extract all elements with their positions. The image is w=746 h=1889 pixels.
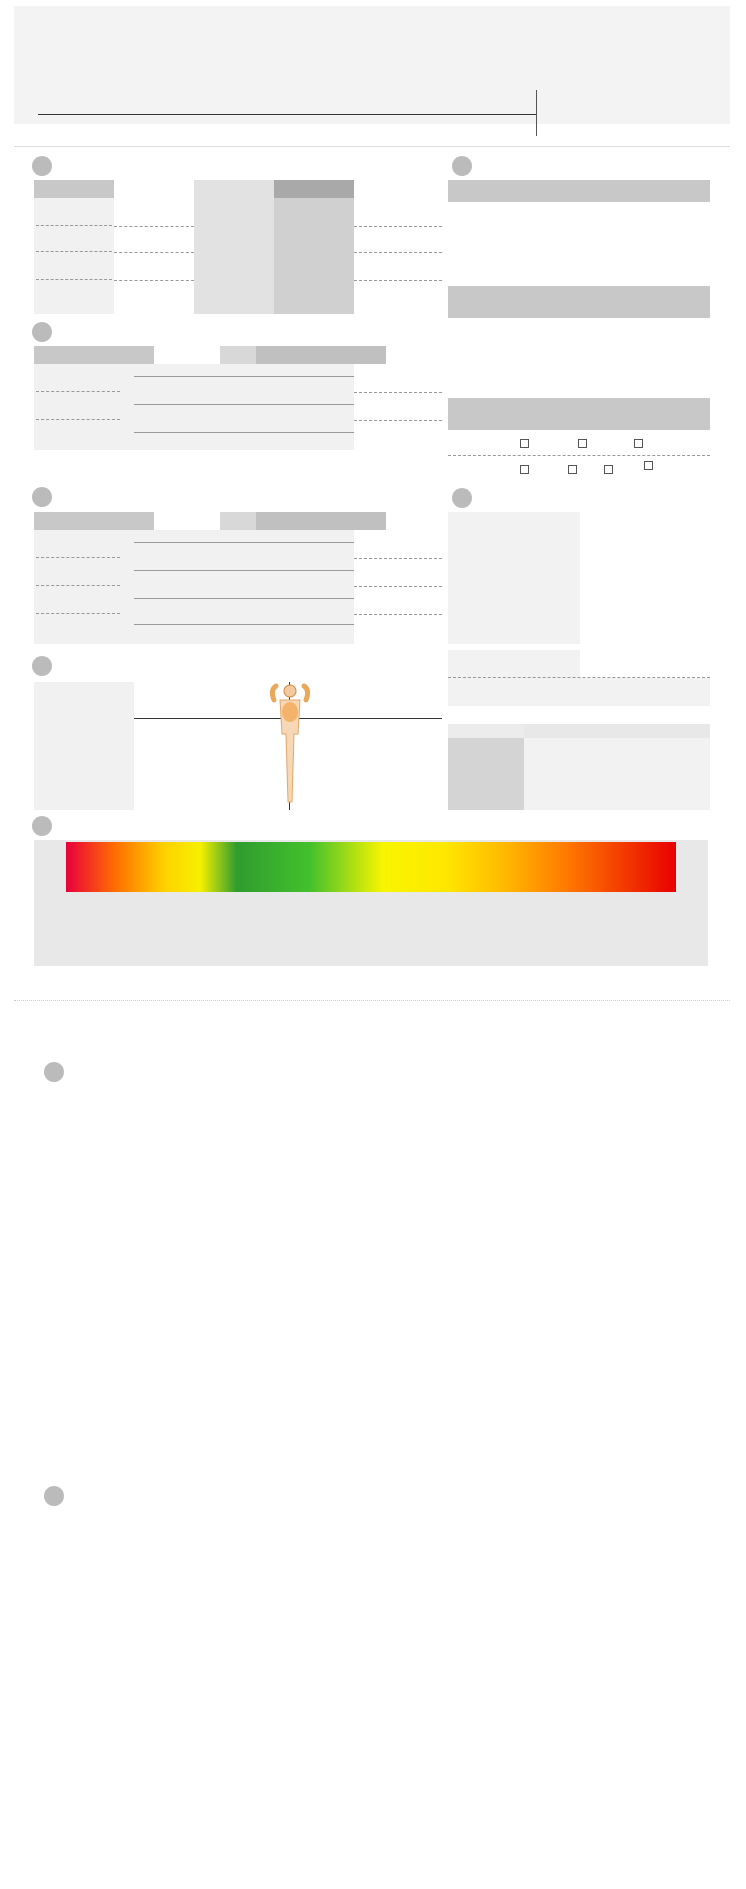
s3-ruler-3: [134, 598, 354, 599]
bmi-under-checkbox[interactable]: [578, 439, 587, 448]
s3-ruler-1: [134, 542, 354, 543]
s1-row-salt: [36, 264, 112, 280]
header-underline: [38, 114, 536, 115]
health-assessment-panel: [448, 650, 710, 706]
exercise-grid: [74, 1128, 670, 1418]
s3-ruler-4: [134, 624, 354, 625]
nutrition-title: [448, 180, 710, 202]
obesity-assessment-title: [448, 398, 710, 430]
section-5-panel: [34, 840, 708, 966]
header-divider: [536, 90, 537, 136]
pbf-severe-checkbox[interactable]: [644, 461, 653, 470]
s3-row-whr: [36, 598, 120, 614]
s2-ruler-2: [134, 404, 354, 405]
section-8-badge: [44, 1062, 64, 1082]
section-3-badge: [32, 487, 52, 507]
top-divider: [14, 146, 730, 147]
section-6-panel: [448, 180, 710, 478]
food-table: [74, 1541, 670, 1877]
pbf-row: [448, 456, 710, 480]
section-6-badge: [452, 156, 472, 176]
s3-row-moisture: [36, 624, 120, 640]
section-3-table: [34, 512, 442, 644]
s3-ruler-2: [134, 570, 354, 571]
section-2-badge: [32, 322, 52, 342]
weight-assessment-title: [448, 286, 710, 318]
history-panel: [448, 724, 710, 810]
section-4-panel: [34, 682, 442, 810]
section-1-table: [34, 180, 442, 314]
section-7-badge: [452, 488, 472, 508]
section-4-badge: [32, 656, 52, 676]
bmi-excessive-checkbox[interactable]: [634, 439, 643, 448]
body-figures: [66, 898, 676, 964]
section-9-badge: [44, 1486, 64, 1506]
body-figure-icon: [264, 682, 316, 810]
pbf-normal-checkbox[interactable]: [520, 465, 529, 474]
bmi-normal-checkbox[interactable]: [520, 439, 529, 448]
s1-row-protein: [36, 236, 112, 252]
s3-row-bmi: [36, 542, 120, 558]
s2-row-muscle: [36, 404, 120, 420]
section-divider: [14, 1000, 730, 1001]
s2-ruler-1: [134, 376, 354, 377]
report-header: [14, 6, 730, 124]
section-7-panel: [448, 512, 710, 644]
section-5-badge: [32, 816, 52, 836]
pbf-fat-checkbox[interactable]: [604, 465, 613, 474]
s2-row-fat: [36, 432, 120, 448]
bmi-row: [448, 430, 710, 456]
s1-row-fat: [36, 294, 112, 310]
s2-row-weight: [36, 376, 120, 392]
s3-row-pbf: [36, 570, 120, 586]
pbf-thin-checkbox[interactable]: [568, 465, 577, 474]
section-1-badge: [32, 156, 52, 176]
section-2-table: [34, 346, 442, 450]
body-type-bands: [66, 842, 676, 892]
s2-ruler-3: [134, 432, 354, 433]
s1-row-water: [36, 206, 112, 226]
